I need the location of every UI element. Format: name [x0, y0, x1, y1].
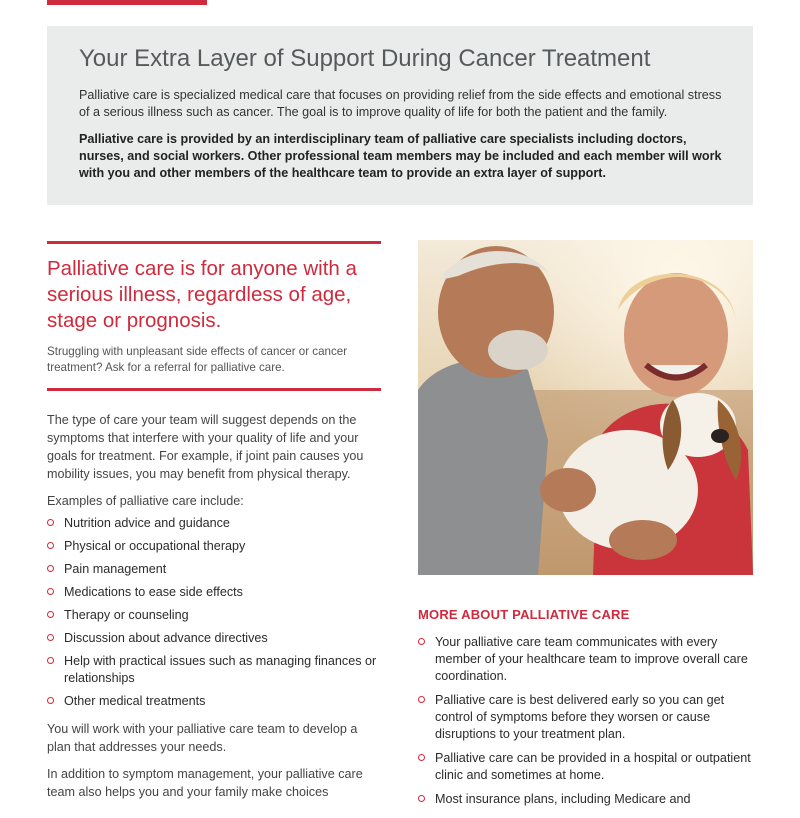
list-item-text: Therapy or counseling — [64, 608, 189, 622]
bullet-circle-icon — [418, 638, 425, 645]
photo-illustration — [418, 240, 753, 575]
list-item-text: Physical or occupational therapy — [64, 539, 246, 553]
callout-subtext: Struggling with unpleasant side effects of cancer or cancer treatment? Ask for a referral for palliative care. — [47, 345, 348, 374]
list-item-text: Palliative care is best delivered early so you can get control of symptoms before they worsen or cause disruptions to your treatment plan. — [435, 693, 725, 741]
bullet-circle-icon — [47, 611, 54, 618]
body-paragraph-2: You will work with your palliative care team to develop a plan that addresses your needs. — [47, 722, 358, 754]
bullet-circle-icon — [47, 588, 54, 595]
bullet-circle-icon — [47, 519, 54, 526]
list-item — [47, 538, 383, 555]
bullet-circle-icon — [47, 657, 54, 664]
more-about-heading: MORE ABOUT PALLIATIVE CARE — [418, 607, 630, 622]
intro-title: Your Extra Layer of Support During Cancer Treatment — [79, 45, 651, 72]
intro-paragraph-1: Palliative care is specialized medical care that focuses on providing relief from the side effects and emotional stress of a serious illness such as cancer. The goal is to improve quality of life for both the patient and the family. — [79, 88, 722, 119]
callout-bottom-rule — [47, 388, 381, 391]
couple-with-dog-photo — [418, 240, 753, 575]
body-block — [47, 411, 383, 810]
bullet-circle-icon — [47, 697, 54, 704]
list-item-text: Help with practical issues such as managing finances or relationships — [64, 654, 377, 685]
list-item — [47, 607, 383, 624]
examples-label: Examples of palliative care include: — [47, 494, 244, 508]
list-item-text: Pain management — [64, 562, 167, 576]
list-item-text: Medications to ease side effects — [64, 585, 243, 599]
list-item-text: Most insurance plans, including Medicare and — [435, 792, 691, 806]
list-item-text: Palliative care can be provided in a hospital or outpatient clinic and sometimes at home. — [435, 751, 751, 782]
examples-list — [47, 515, 383, 710]
bullet-circle-icon — [47, 565, 54, 572]
callout-heading: Palliative care is for anyone with a serious illness, regardless of age, stage or prognosis. — [47, 257, 357, 332]
list-item — [418, 750, 754, 784]
list-item-text: Nutrition advice and guidance — [64, 516, 230, 530]
intro-box — [47, 26, 753, 205]
bullet-circle-icon — [47, 634, 54, 641]
list-item-text: Your palliative care team communicates with every member of your healthcare team to improve overall care coordination. — [435, 635, 748, 683]
body-paragraph-3: In addition to symptom management, your palliative care team also helps you and your family make choices — [47, 767, 363, 799]
list-item — [47, 584, 383, 601]
list-item — [47, 693, 383, 710]
list-item — [47, 561, 383, 578]
list-item-text: Discussion about advance directives — [64, 631, 268, 645]
more-about-list — [418, 634, 754, 808]
bullet-circle-icon — [418, 795, 425, 802]
more-about-block — [418, 634, 754, 818]
top-accent-bar — [47, 0, 207, 5]
list-item — [47, 653, 383, 687]
list-item-text: Other medical treatments — [64, 694, 206, 708]
callout-top-rule — [47, 241, 381, 244]
list-item — [418, 634, 754, 685]
bullet-circle-icon — [418, 696, 425, 703]
list-item — [418, 692, 754, 743]
list-item — [47, 630, 383, 647]
callout-block — [47, 256, 383, 376]
list-item — [47, 515, 383, 532]
intro-paragraph-2: Palliative care is provided by an interdisciplinary team of palliative care specialists including doctors, nurses, and social workers. Other professional team members may be included and each member will work with you and other members of the healthcare team to provide an extra layer of support. — [79, 132, 722, 180]
body-paragraph-1: The type of care your team will suggest depends on the symptoms that interfere with your quality of life and your goals for treatment. For example, if joint pain causes you mobility issues, you may benefit from physical therapy. — [47, 413, 364, 481]
bullet-circle-icon — [47, 542, 54, 549]
bullet-circle-icon — [418, 754, 425, 761]
